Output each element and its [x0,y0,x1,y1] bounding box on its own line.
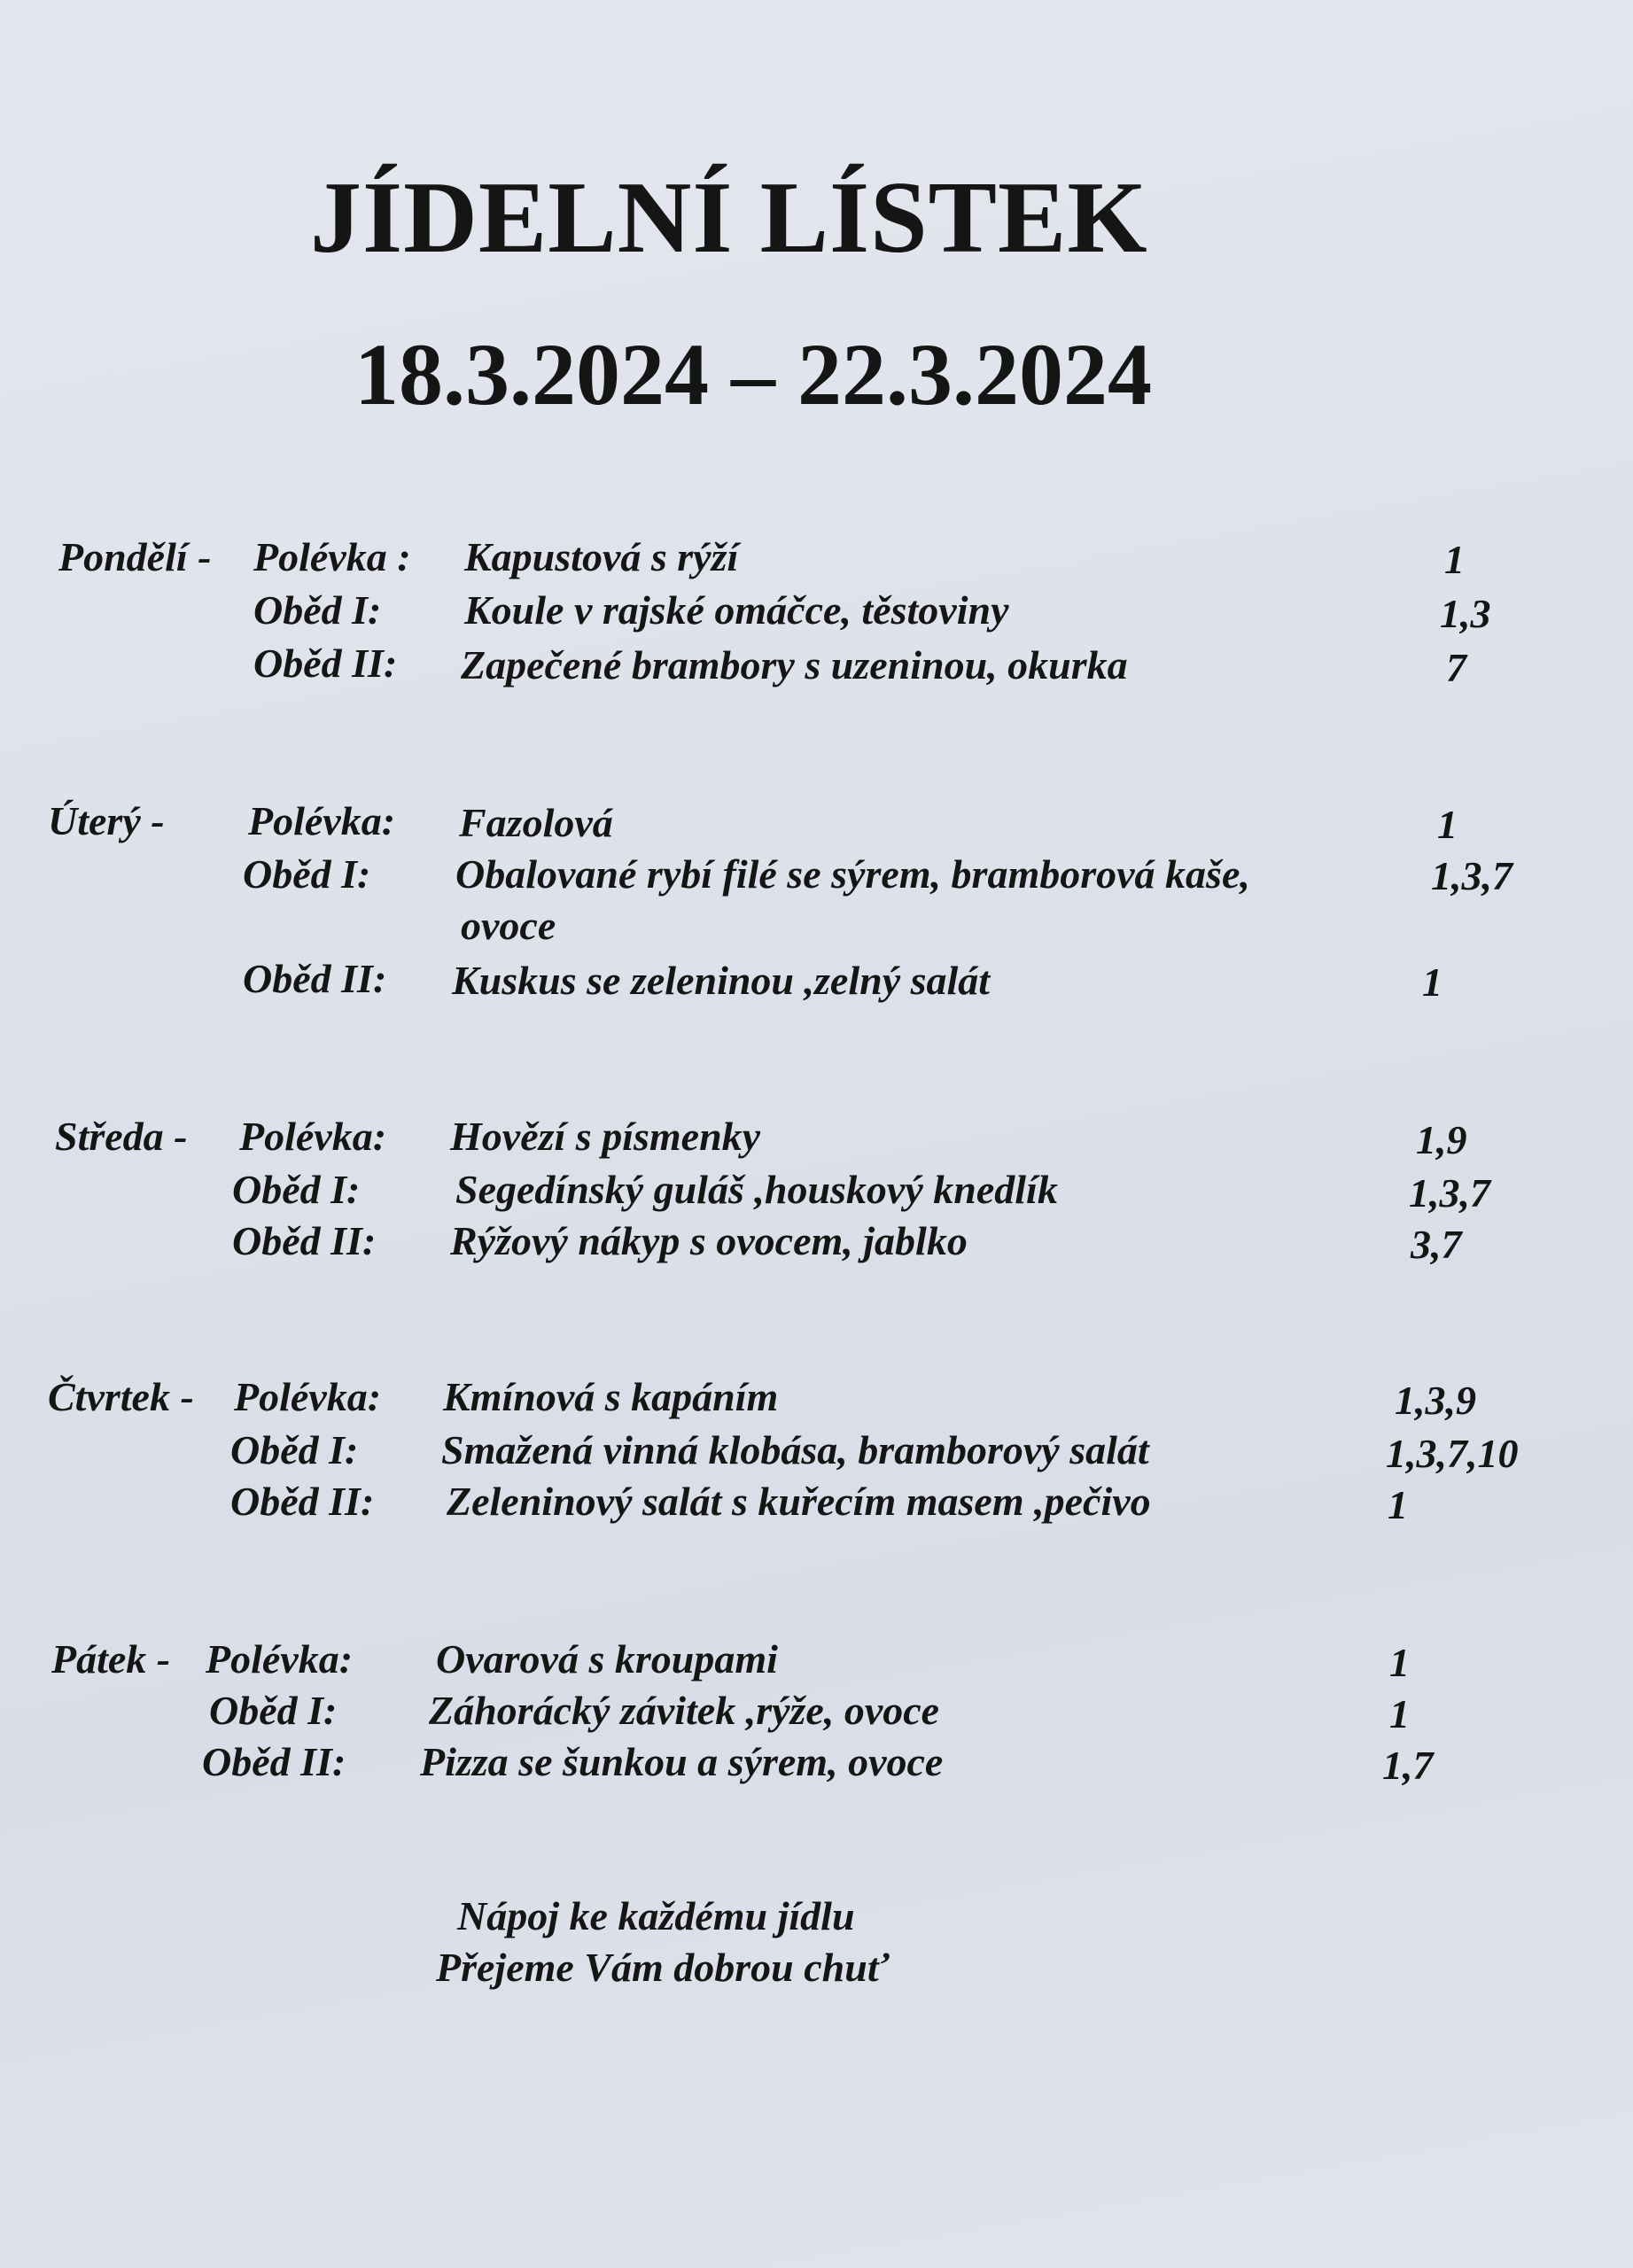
allergen-codes: 1,9 [1416,1117,1467,1162]
allergen-codes: 1 [1444,537,1465,582]
course-label: Oběd II: [230,1479,375,1524]
course-label: Oběd I: [253,587,382,633]
course-label: Oběd II: [253,641,398,686]
dish-name: Kmínová s kapáním [443,1374,779,1419]
course-label: Oběd I: [209,1688,338,1733]
dish-name: Kapustová s rýží [464,534,739,579]
dish-name: Ovarová s kroupami [436,1636,778,1682]
allergen-codes: 1,3,7,10 [1386,1431,1519,1476]
dish-name: Koule v rajské omáčce, těstoviny [464,587,1009,633]
allergen-codes: 1,3,7 [1431,853,1512,898]
footer-drink-note: Nápoj ke každému jídlu [457,1893,855,1938]
allergen-codes: 1 [1437,802,1458,847]
allergen-codes: 1 [1389,1640,1410,1685]
day-label-wednesday: Středa - [55,1114,188,1159]
allergen-codes: 7 [1446,645,1466,690]
course-label: Oběd I: [230,1427,359,1472]
day-label-thursday: Čtvrtek - [48,1374,194,1419]
course-label: Oběd II: [232,1218,377,1263]
allergen-codes: 1 [1422,959,1442,1005]
dish-name: Rýžový nákyp s ovocem, jablko [450,1218,968,1263]
day-label-monday: Pondělí - [58,534,212,579]
course-label: Oběd I: [232,1167,361,1212]
dish-name: Fazolová [459,800,613,845]
course-label: Polévka: [248,798,396,843]
dish-name: Segedínský guláš ,houskový knedlík [455,1167,1058,1212]
dish-name-continued: ovoce [461,903,556,948]
course-label: Oběd I: [243,851,371,897]
page-title: JÍDELNÍ LÍSTEK [310,161,1148,275]
allergen-codes: 1,3 [1440,591,1491,636]
day-label-tuesday: Úterý - [48,798,165,843]
allergen-codes: 3,7 [1411,1222,1462,1267]
dish-name: Záhorácký závitek ,rýže, ovoce [429,1688,940,1733]
course-label: Oběd II: [202,1739,346,1784]
date-range: 18.3.2024 – 22.3.2024 [354,325,1152,423]
course-label: Polévka: [239,1114,387,1159]
dish-name: Smažená vinná klobása, bramborový salát [441,1427,1149,1472]
dish-name: Hovězí s písmenky [450,1114,761,1159]
allergen-codes: 1 [1388,1482,1408,1527]
dish-name: Zapečené brambory s uzeninou, okurka [461,642,1128,687]
course-label: Polévka : [253,534,411,579]
allergen-codes: 1,3,9 [1395,1378,1476,1423]
footer-greeting: Přejeme Vám dobrou chuť [436,1945,890,1990]
course-label: Polévka: [234,1374,382,1419]
course-label: Polévka: [206,1636,354,1682]
allergen-codes: 1,3,7 [1409,1170,1490,1216]
day-label-friday: Pátek - [51,1636,171,1682]
dish-name: Obalované rybí filé se sýrem, bramborová kaše, [455,851,1250,897]
dish-name: Kuskus se zeleninou ,zelný salát [452,958,991,1003]
allergen-codes: 1 [1389,1691,1410,1736]
course-label: Oběd II: [243,956,387,1001]
dish-name: Zeleninový salát s kuřecím masem ,pečivo [447,1479,1151,1524]
allergen-codes: 1,7 [1382,1743,1434,1788]
dish-name: Pizza se šunkou a sýrem, ovoce [420,1739,944,1784]
